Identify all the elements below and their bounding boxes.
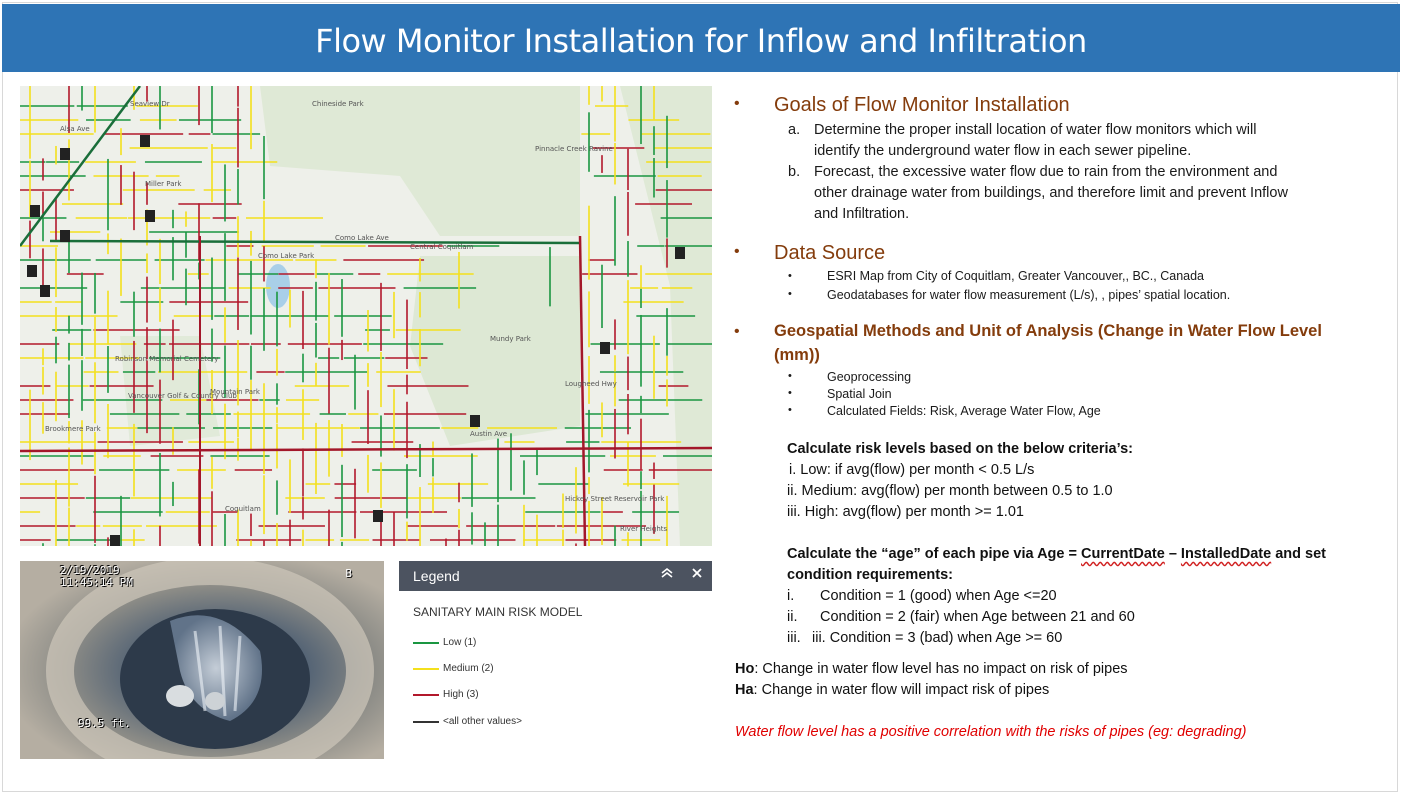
svg-text:River Heights: River Heights xyxy=(620,525,668,533)
method-item: Spatial Join xyxy=(827,387,892,401)
age-condition-2: Condition = 2 (fair) when Age between 21 and 60 xyxy=(820,609,1135,625)
legend-header xyxy=(399,561,712,591)
svg-text:Brookmere Park: Brookmere Park xyxy=(45,425,101,433)
svg-text:Lougheed Hwy: Lougheed Hwy xyxy=(565,380,617,388)
age-heading xyxy=(787,546,1326,562)
map-canvas xyxy=(20,86,712,546)
pipe-interior-photo xyxy=(20,561,384,759)
goal-b-line2: other drainage water from buildings, and therefore limit and prevent Inflow xyxy=(814,185,1288,201)
legend-layer-name: SANITARY MAIN RISK MODEL xyxy=(413,605,583,619)
bullet-icon: • xyxy=(734,323,740,340)
svg-text:Como Lake Ave: Como Lake Ave xyxy=(335,234,389,242)
bullet-icon: • xyxy=(788,387,792,399)
camera-timestamp xyxy=(60,565,133,589)
data-source-item: Geodatabases for water flow measurement (L/s), , pipes’ spatial location. xyxy=(827,288,1231,302)
age-heading-currentdate: CurrentDate xyxy=(1081,546,1165,562)
ho-text: : Change in water flow level has no impact on risk of pipes xyxy=(754,661,1128,677)
high-swatch xyxy=(413,694,439,696)
goal-a-line2: identify the underground water flow in each sewer pipeline. xyxy=(814,143,1192,159)
conclusion-text: Water flow level has a positive correlation with the risks of pipes (eg: degrading) xyxy=(735,724,1247,740)
svg-text:Coquitlam: Coquitlam xyxy=(225,505,261,513)
medium-swatch xyxy=(413,668,439,670)
age-marker: i. xyxy=(787,588,795,604)
method-item: Calculated Fields: Risk, Average Water Flow, Age xyxy=(827,404,1101,418)
legend-item-medium xyxy=(413,663,494,674)
hypothesis-ho xyxy=(735,661,1128,677)
bullet-icon: • xyxy=(788,270,792,282)
sewer-camera-image xyxy=(20,561,384,759)
svg-text:Vancouver Golf & Country Club: Vancouver Golf & Country Club xyxy=(128,392,237,400)
low-swatch xyxy=(413,642,439,644)
hypothesis-ha xyxy=(735,682,1049,698)
svg-text:Hickey Street Reservoir Park: Hickey Street Reservoir Park xyxy=(565,495,665,503)
svg-text:Central Coquitlam: Central Coquitlam xyxy=(410,243,474,251)
risk-line-low: i. Low: if avg(flow) per month < 0.5 L/s xyxy=(789,462,1035,478)
camera-flag: B xyxy=(345,567,352,580)
close-icon[interactable] xyxy=(691,567,703,582)
age-marker: ii. xyxy=(787,609,798,625)
legend-panel xyxy=(399,561,712,759)
methods-heading-line1: Geospatial Methods and Unit of Analysis (Change in Water Flow Level xyxy=(774,322,1322,340)
bullet-icon: • xyxy=(788,370,792,382)
bullet-icon: • xyxy=(734,95,740,112)
slide-title: Flow Monitor Installation for Inflow and Infiltration xyxy=(315,22,1087,60)
data-source-heading: Data Source xyxy=(774,242,886,264)
ha-label: Ha xyxy=(735,682,754,698)
chevron-up-icon[interactable] xyxy=(661,567,673,582)
age-marker: iii. xyxy=(787,630,801,646)
svg-text:Mountain Park: Mountain Park xyxy=(210,388,260,396)
legend-item-other xyxy=(413,716,522,727)
legend-item-high xyxy=(413,689,479,700)
legend-item-low xyxy=(413,637,476,648)
risk-line-medium: ii. Medium: avg(flow) per month between 0.5 to 1.0 xyxy=(787,483,1113,499)
age-heading-installeddate: InstalledDate xyxy=(1180,546,1272,562)
legend-item-label: Medium (2) xyxy=(443,663,494,674)
bullet-icon: • xyxy=(788,404,792,416)
legend-item-label: Low (1) xyxy=(443,637,477,648)
goal-a-line1: Determine the proper install location of water flow monitors which will xyxy=(814,122,1257,138)
svg-text:Seaview Dr: Seaview Dr xyxy=(130,100,170,108)
svg-text:Pinnacle Creek Ravine: Pinnacle Creek Ravine xyxy=(535,145,613,153)
data-source-item: ESRI Map from City of Coquitlam, Greater Vancouver,, BC., Canada xyxy=(827,269,1205,283)
svg-text:Mundy Park: Mundy Park xyxy=(490,335,531,343)
legend-item-label: <all other values> xyxy=(443,716,522,727)
camera-distance: 99.5 ft. xyxy=(78,717,131,730)
bullet-icon: • xyxy=(788,288,792,300)
svg-text:Miller Park: Miller Park xyxy=(145,180,182,188)
age-heading-part: Calculate the “age” of each pipe via Age = xyxy=(787,546,1081,562)
goal-b-line3: and Infiltration. xyxy=(814,206,910,222)
method-item: Geoprocessing xyxy=(827,370,912,384)
svg-text:Como Lake Park: Como Lake Park xyxy=(258,252,315,260)
legend-title: Legend xyxy=(413,568,460,584)
title-bar xyxy=(2,4,1400,72)
goal-b-marker: b. xyxy=(788,164,801,180)
other-swatch xyxy=(413,721,439,723)
goal-b-line1: Forecast, the excessive water flow due to rain from the environment and xyxy=(814,164,1278,180)
methods-heading-line2: (mm)) xyxy=(774,346,820,364)
bullet-icon: • xyxy=(734,243,740,260)
age-condition-1: Condition = 1 (good) when Age <=20 xyxy=(820,588,1057,604)
ha-text: : Change in water flow will impact risk of pipes xyxy=(753,682,1050,698)
legend-item-label: High (3) xyxy=(443,689,479,700)
svg-text:Chineside Park: Chineside Park xyxy=(312,100,364,108)
risk-heading: Calculate risk levels based on the below criteria’s: xyxy=(787,441,1133,457)
age-heading-line2: condition requirements: xyxy=(787,567,953,583)
camera-date: 2/19/2019 xyxy=(60,564,120,577)
svg-text:Alsa Ave: Alsa Ave xyxy=(60,125,90,133)
svg-text:Austin Ave: Austin Ave xyxy=(470,430,508,438)
risk-line-high: iii. High: avg(flow) per month >= 1.01 xyxy=(787,504,1024,520)
goals-heading: Goals of Flow Monitor Installation xyxy=(774,94,1070,116)
ho-label: Ho xyxy=(735,661,755,677)
pipeline-risk-map[interactable] xyxy=(20,86,712,546)
camera-time: 11:45:14 PM xyxy=(60,576,133,589)
goal-a-marker: a. xyxy=(788,122,801,138)
svg-text:Robinson Memorial Cemetery: Robinson Memorial Cemetery xyxy=(115,355,219,363)
age-heading-part: and set xyxy=(1271,546,1326,562)
age-heading-part: – xyxy=(1164,546,1181,562)
age-condition-3: iii. Condition = 3 (bad) when Age >= 60 xyxy=(812,630,1063,646)
